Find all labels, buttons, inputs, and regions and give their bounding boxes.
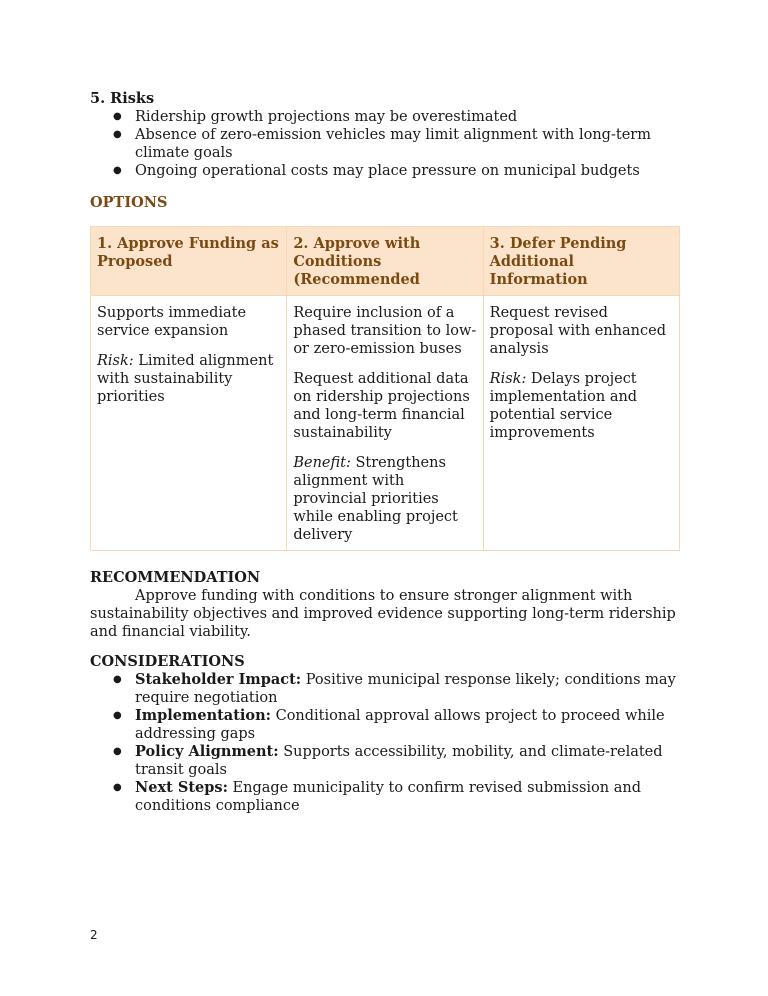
list-item [90, 671, 680, 707]
risk-label: Risk: [97, 353, 134, 369]
risks-list [90, 108, 680, 180]
item-text: Conditional approval allows project to proceed while addressing gaps [135, 708, 665, 742]
item-text: Positive municipal response likely; conditions may require negotiation [135, 672, 676, 706]
page-number: 2 [90, 928, 98, 942]
options-table [90, 226, 680, 551]
item-label: Policy Alignment: [135, 743, 279, 760]
document-page [90, 90, 680, 815]
table-header-cell: 3. Defer Pending Additional Information [483, 227, 679, 296]
recommendation-body: Approve funding with conditions to ensure stronger alignment with sustainability objectives and improved evidence supporting long-term ridership and financial viability. [90, 588, 676, 640]
item-text: Supports accessibility, mobility, and climate-related transit goals [135, 744, 663, 778]
table-cell [91, 296, 287, 551]
cell-paragraph: Supports immediate service expansion [97, 305, 247, 339]
risk-text: Limited alignment with sustainability priorities [97, 353, 274, 405]
item-label: Implementation: [135, 707, 271, 724]
table-header-cell: 2. Approve with Conditions (Recommended [287, 227, 483, 296]
item-label: Next Steps: [135, 779, 228, 796]
list-item [90, 779, 680, 815]
recommendation-heading: RECOMMENDATION [90, 569, 261, 586]
table-header-row [91, 227, 680, 296]
table-cell [483, 296, 679, 551]
list-item: ● Absence of zero-emission vehicles may limit alignment with long-term climate goals [90, 126, 680, 162]
cell-paragraph: Request revised proposal with enhanced analysis [489, 305, 666, 357]
list-item: ● Ridership growth projections may be overestimated [90, 108, 680, 126]
cell-paragraph [97, 352, 280, 406]
list-item [90, 743, 680, 779]
cell-paragraph [490, 370, 673, 442]
cell-paragraph: Request additional data on ridership projections and long-term financial sustainability [293, 371, 470, 441]
benefit-text: Strengthens alignment with provincial priorities while enabling project delivery [293, 455, 458, 543]
benefit-label: Benefit: [293, 455, 351, 471]
item-label: Stakeholder Impact: [135, 671, 302, 688]
cell-paragraph: Require inclusion of a phased transition to low- or zero-emission buses [293, 305, 477, 357]
list-item: ● Ongoing operational costs may place pressure on municipal budgets [90, 162, 680, 180]
list-item [90, 707, 680, 743]
risk-text: Delays project implementation and potential service improvements [489, 371, 638, 441]
risks-heading: 5. Risks [90, 90, 155, 107]
risk-label: Risk: [489, 371, 527, 387]
options-heading: OPTIONS [90, 194, 168, 211]
considerations-list [90, 671, 680, 815]
cell-paragraph [293, 454, 476, 544]
table-cell [287, 296, 483, 551]
table-row [91, 296, 680, 551]
considerations-heading: CONSIDERATIONS [90, 653, 245, 670]
item-text: Engage municipality to confirm revised submission and conditions compliance [135, 780, 641, 814]
table-header-cell: 1. Approve Funding as Proposed [91, 227, 287, 296]
